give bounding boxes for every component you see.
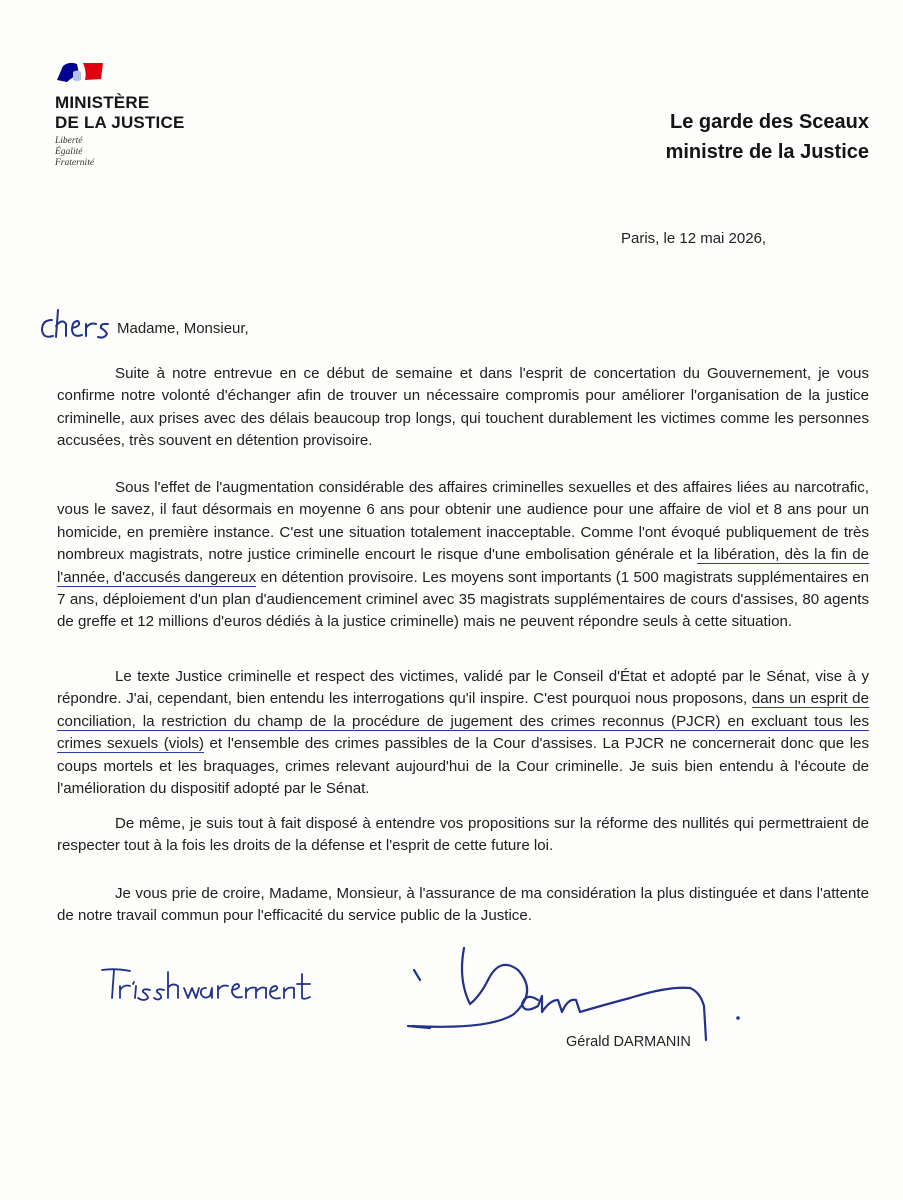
marianne-flag-icon bbox=[55, 60, 107, 82]
handwritten-closing bbox=[98, 964, 318, 1008]
handwritten-greeting bbox=[38, 306, 118, 346]
underlined-passage-liberation: la libération, dès la fin de l'année, d'accusés dangereux bbox=[57, 546, 869, 586]
sender-title bbox=[666, 107, 869, 167]
signer-name: Gérald DARMANIN bbox=[566, 1034, 691, 1050]
salutation: Madame, Monsieur, bbox=[117, 320, 249, 337]
ministry-name-line2: DE LA JUSTICE bbox=[55, 113, 185, 132]
underlined-passage-pjcr: dans un esprit de conciliation, la restriction du champ de la procédure de jugement des crimes reconnus (PJCR) en excluant tous les crimes sexuels (viols) bbox=[57, 690, 869, 753]
paragraph-2-part-a: Sous l'effet de l'augmentation considérable des affaires criminelles sexuelles et des affaires liées au narcotrafic, vous le savez, il faut désormais en moyenne 6 ans pour obtenir une audience pour une affaire de viol et 8 ans pour un homicide, en première instance. C'est une situation totalement inacceptable. Comme l'ont évoqué publiquement de très nombreux magistrats, notre justice criminelle encourt le risque d'une embolisation générale et bbox=[57, 479, 869, 564]
motto-fraternite: Fraternité bbox=[55, 158, 95, 168]
ministry-name-line1: MINISTÈRE bbox=[55, 93, 150, 112]
paragraph-5: Je vous prie de croire, Madame, Monsieur, à l'assurance de ma considération la plus distinguée et dans l'attente de notre travail commun pour l'efficacité du service public de la Justice. bbox=[57, 885, 869, 925]
paragraph-2 bbox=[57, 477, 869, 634]
sender-title-line2: ministre de la Justice bbox=[665, 141, 869, 163]
paragraph-3-part-a: Le texte Justice criminelle et respect des victimes, validé par le Conseil d'État et adopté par le Sénat, vise à y répondre. J'ai, cependant, bien entendu les interrogations qu'il inspire. C'est pourquoi nous proposons, bbox=[57, 668, 869, 708]
republic-motto bbox=[55, 136, 215, 169]
paragraph-3 bbox=[57, 666, 869, 800]
sender-title-line1: Le garde des Sceaux bbox=[670, 111, 869, 133]
paragraph-2-part-b: en détention provisoire. Les moyens sont importants (1 500 magistrats supplémentaires en 7 ans, déploiement d'un plan d'audiencement criminel avec 35 magistrats supplémentaires de cours d'assises, 80 agents de greffe et 12 millions d'euros dédiés à la justice criminelle) mais ne peuvent répondre seuls à cette situation. bbox=[57, 568, 869, 631]
ministry-name bbox=[55, 93, 215, 133]
motto-egalite: Égalité bbox=[55, 147, 83, 157]
ministry-logo bbox=[55, 60, 215, 169]
date-line: Paris, le 12 mai 2026, bbox=[621, 230, 767, 247]
motto-liberte: Liberté bbox=[55, 136, 83, 146]
paragraph-3-part-b: et l'ensemble des crimes passibles de la Cour d'assises. La PJCR ne concernerait donc que les coups mortels et les braquages, crimes relevant aujourd'hui de la Cour criminelle. Je suis bien entendu à l'écoute de l'amélioration du dispositif adopté par le Sénat. bbox=[57, 735, 869, 798]
letter-body bbox=[57, 363, 869, 925]
paragraph-4: De même, je suis tout à fait disposé à entendre vos propositions sur la réforme des nullités qui permettraient de respecter tout à la fois les droits de la défense et l'esprit de cette future loi. bbox=[57, 815, 869, 855]
paragraph-1: Suite à notre entrevue en ce début de semaine et dans l'esprit de concertation du Gouvernement, je vous confirme notre volonté d'échanger afin de trouver un nécessaire compromis pour améliorer l'organisation de la justice criminelle, aux prises avec des délais beaucoup trop longs, qui touchent durablement les victimes comme les personnes accusées, très souvent en détention provisoire. bbox=[57, 365, 869, 450]
